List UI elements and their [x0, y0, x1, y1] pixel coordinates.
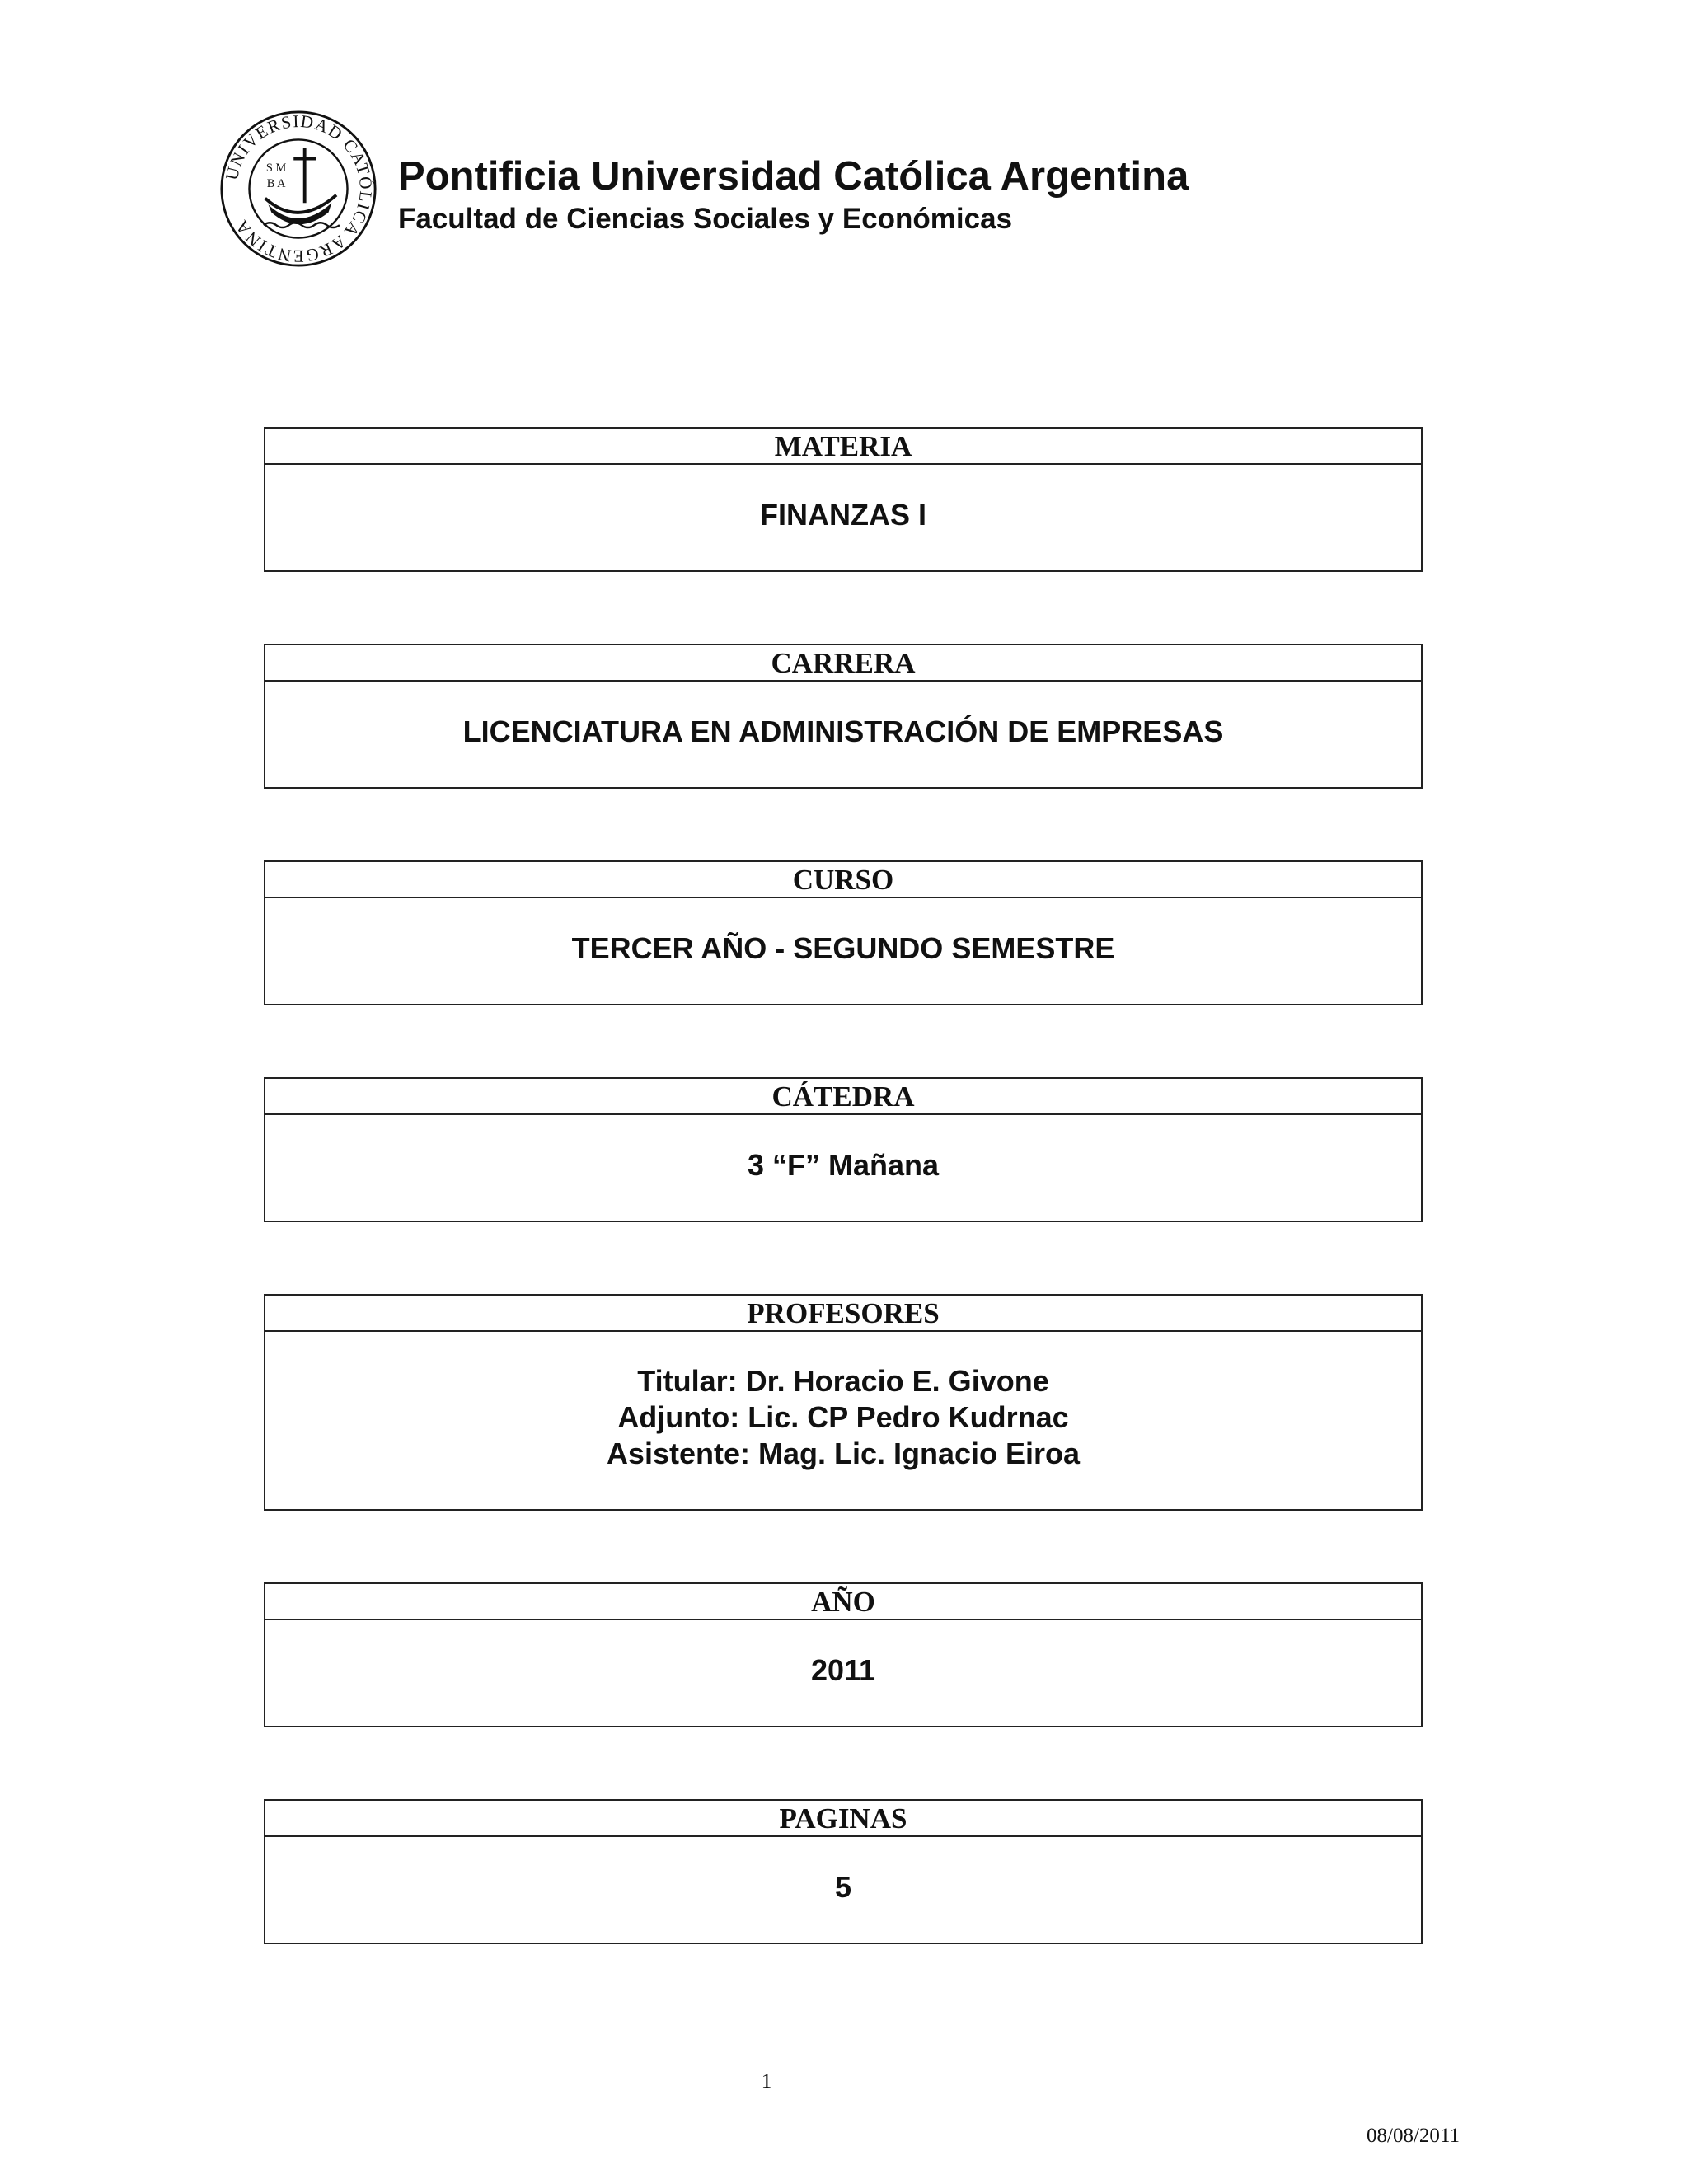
section-label: MATERIA	[265, 429, 1421, 465]
section-value: 3 “F” Mañana	[747, 1148, 940, 1182]
professor-adjunto: Adjunto: Lic. CP Pedro Kudrnac	[617, 1400, 1069, 1434]
footer-date: 08/08/2011	[1367, 2125, 1460, 2147]
seal-letters-top: S M	[265, 161, 287, 175]
page-number: 1	[761, 2070, 772, 2093]
section-content	[265, 1837, 1421, 1905]
professor-asistente: Asistente: Mag. Lic. Ignacio Eiroa	[606, 1436, 1081, 1470]
section-content	[265, 1620, 1421, 1689]
section-carrera	[264, 644, 1423, 789]
section-profesores	[264, 1294, 1423, 1511]
faculty-name: Facultad de Ciencias Sociales y Económicas	[398, 203, 1013, 235]
seal-letters-bottom: B A	[266, 177, 286, 191]
section-label: PROFESORES	[265, 1296, 1421, 1332]
professor-titular: Titular: Dr. Horacio E. Givone	[637, 1364, 1049, 1398]
section-content	[265, 898, 1421, 967]
university-seal-logo	[219, 110, 377, 268]
section-value: FINANZAS I	[760, 498, 926, 532]
section-label: CÁTEDRA	[265, 1079, 1421, 1115]
section-value: 2011	[810, 1653, 876, 1687]
section-label: PAGINAS	[265, 1801, 1421, 1837]
section-label: CURSO	[265, 862, 1421, 898]
section-paginas	[264, 1799, 1423, 1944]
section-label: CARRERA	[265, 645, 1421, 682]
section-value: LICENCIATURA EN ADMINISTRACIÓN DE EMPRESAS	[462, 715, 1224, 748]
seal-ring-text: UNIVERSIDAD CATÓLICA ARGENTINA	[221, 110, 377, 266]
section-content	[265, 1332, 1421, 1472]
section-content	[265, 1115, 1421, 1183]
section-materia	[264, 427, 1423, 572]
section-value: TERCER AÑO - SEGUNDO SEMESTRE	[571, 931, 1115, 965]
section-label: AÑO	[265, 1584, 1421, 1620]
section-value: 5	[834, 1870, 852, 1904]
section-content	[265, 682, 1421, 750]
university-name: Pontificia Universidad Católica Argentina	[398, 154, 1189, 199]
section-ano	[264, 1582, 1423, 1727]
section-content	[265, 465, 1421, 533]
section-catedra	[264, 1077, 1423, 1222]
section-curso	[264, 860, 1423, 1005]
